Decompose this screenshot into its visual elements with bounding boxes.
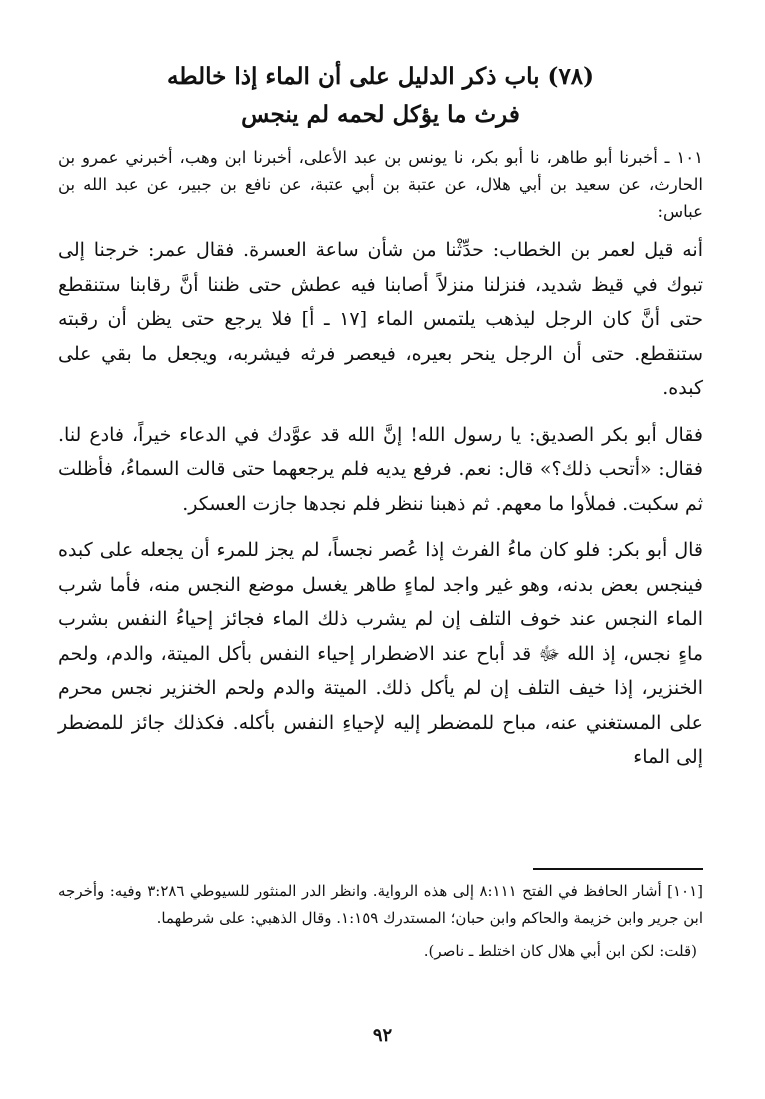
chapter-title-line-2: فرث ما يؤكل لحمه لم ينجس	[241, 101, 520, 128]
hadith-paragraph-1: أنه قيل لعمر بن الخطاب: حدِّثْنا من شأن ساعة العسرة. فقال عمر: خرجنا إلى تبوك في قيظ شديد، فنزلنا منزلاً أصابنا فيه عطش حتى ظننا أنَّ رقابنا ستنقطع حتى أنَّ كان الرجل ليذهب يلتمس الماء [١٧ ـ أ] فلا يرجع حتى يظن أن رقبته ستنقطع. حتى أن الرجل ينحر بعيره، فيعصر فرثه فيشربه، ويجعل ما بقي على كبده.	[58, 239, 703, 399]
footnote-editor-note: (قلت: لكن ابن أبي هلال كان اختلط ـ ناصر).	[423, 942, 697, 960]
hadith-paragraph-2: فقال أبو بكر الصديق: يا رسول الله! إنَّ الله قد عوَّدك في الدعاء خيراً، فادع لنا. فقال: «أتحب ذلك؟» قال: نعم. فرفع يديه فلم يرجعهما حتى قالت السماءُ، فأظلت ثم سكبت. فملأوا ما معهم. ثم ذهبنا ننظر فلم نجدها جازت العسكر.	[58, 423, 703, 515]
footnote-101: [١٠١] أشار الحافظ في الفتح ٨:١١١ إلى هذه الرواية. وانظر الدر المنثور للسيوطي ٣:٢٨٦ وفيه: وأخرجه ابن جرير وابن خزيمة والحاكم وابن حبان؛ المستدرك ١:١٥٩. وقال الذهبي: على شرطهما.	[58, 882, 703, 927]
footnotes	[58, 878, 703, 965]
hadith-isnad: ١٠١ ـ أخبرنا أبو طاهر، نا أبو بكر، نا يونس بن عبد الأعلى، أخبرنا ابن وهب، أخبرني عمرو بن الحارث، عن سعيد بن أبي هلال، عن عتبة بن أبي عتبة، عن نافع بن جبير، عن عبد الله بن عباس:	[58, 148, 703, 221]
footnote-divider	[533, 868, 703, 870]
chapter-title	[58, 58, 703, 134]
commentary-paragraph: قال أبو بكر: فلو كان ماءُ الفرث إذا عُصر نجساً، لم يجز للمرء أن يجعله على كبده فينجس بعض بدنه، وهو غير واجد لماءٍ طاهر يغسل موضع النجس منه، فأما شرب الماء النجس عند خوف التلف إن لم يشرب ذلك الماء فجائز إحياءُ النفس بشرب ماءٍ نجس، إذ الله ﷻ قد أباح عند الاضطرار إحياء النفس بأكل الميتة، والدم، ولحم الخنزير، إذا خيف التلف إن لم يأكل ذلك. الميتة والدم ولحم الخنزير نجس محرم على المستغني عنه، مباح للمضطر إليه لإحياءِ النفس بأكله. فكذلك جائز للمضطر إلى الماء	[58, 539, 703, 768]
chapter-title-line-1: (٧٨) باب ذكر الدليل على أن الماء إذا خالطه	[166, 63, 595, 90]
page-number: ٩٢	[372, 1025, 393, 1046]
